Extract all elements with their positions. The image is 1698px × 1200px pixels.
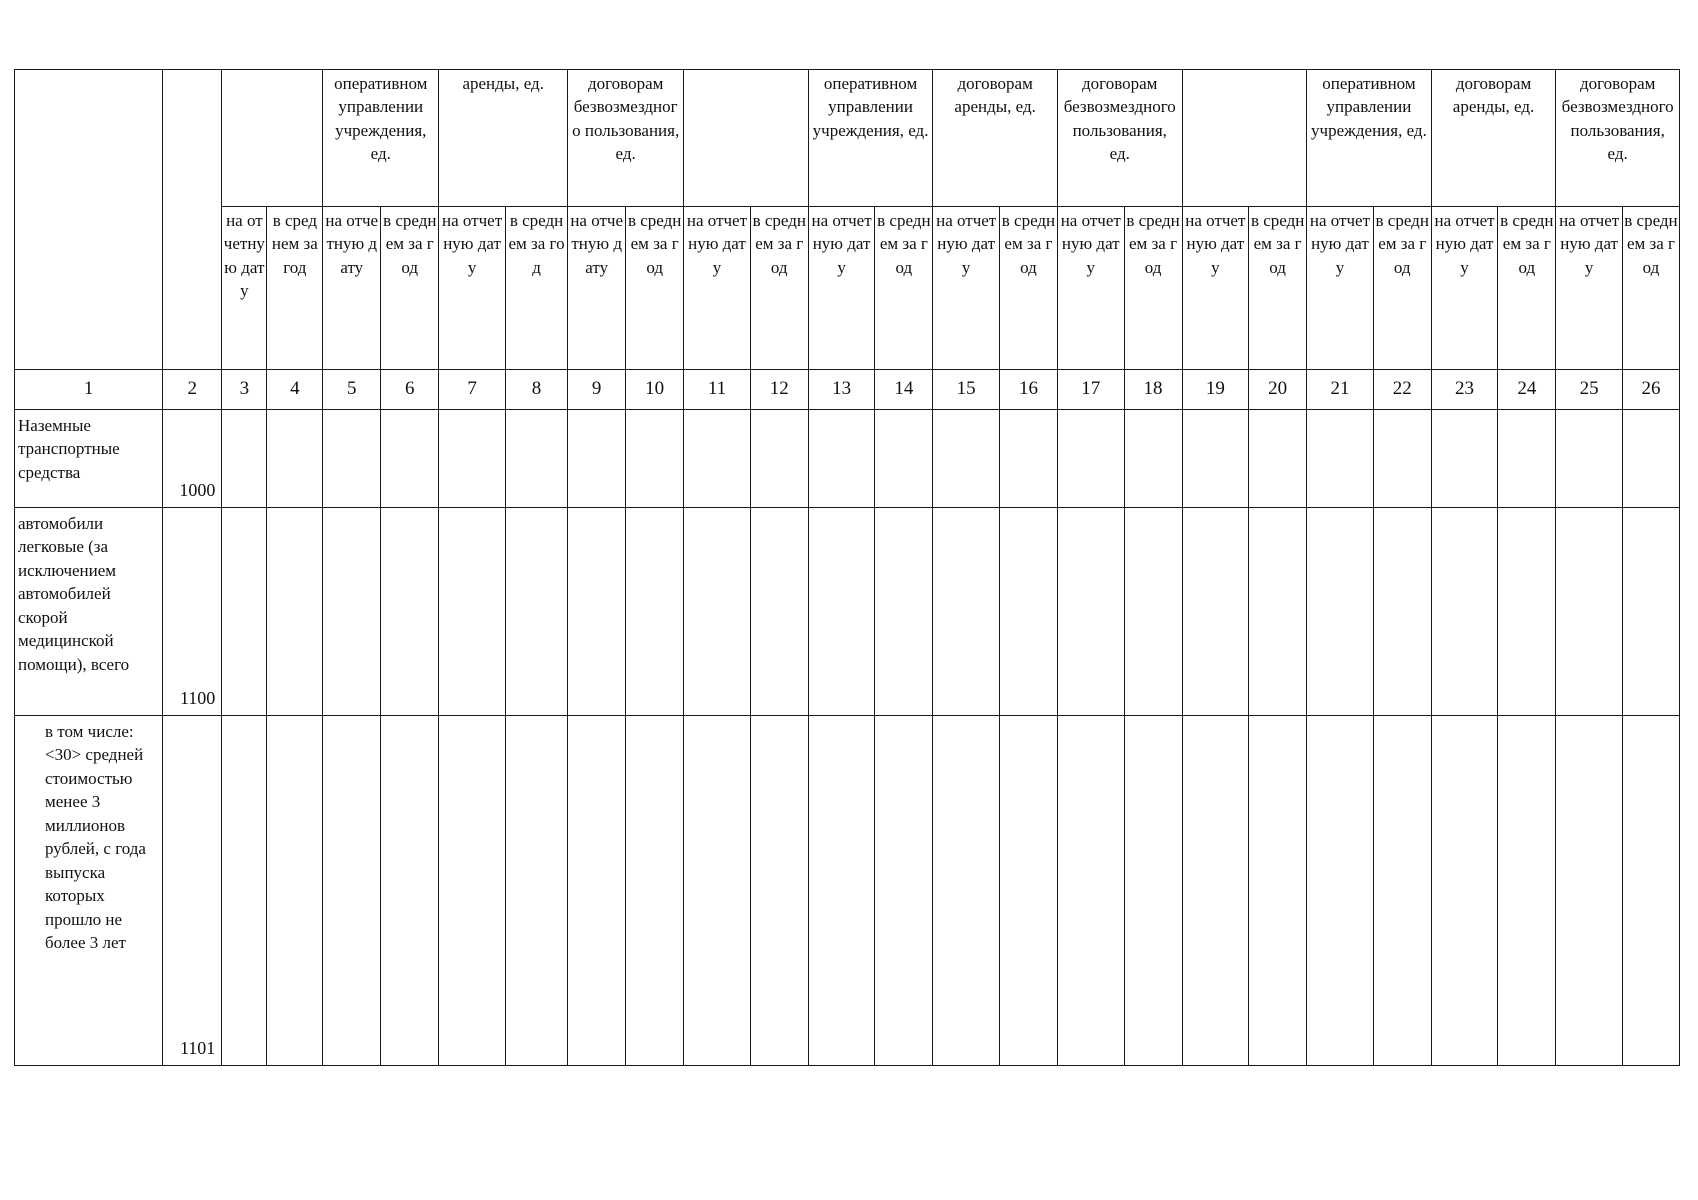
column-number: 20 [1249, 370, 1307, 410]
data-cell[interactable] [1431, 508, 1498, 716]
subheader-avg-year: в среднем за год [381, 207, 439, 370]
data-cell[interactable] [222, 716, 267, 1066]
data-cell[interactable] [684, 716, 751, 1066]
group-header: договорам безвозмездного пользования, ед. [1057, 70, 1182, 207]
group-header: аренды, ед. [439, 70, 568, 207]
subheader-avg-year: в среднем за год [999, 207, 1057, 370]
data-cell[interactable] [808, 508, 875, 716]
table-row [15, 410, 1680, 508]
column-number: 3 [222, 370, 267, 410]
group-header: оперативном управлении учреждения, ед. [808, 70, 933, 207]
subheader-avg-year: в среднем за год [505, 207, 567, 370]
data-cell[interactable] [323, 410, 381, 508]
data-cell[interactable] [568, 716, 626, 1066]
data-cell[interactable] [1498, 508, 1556, 716]
column-number: 9 [568, 370, 626, 410]
row-code: 1000 [163, 410, 222, 508]
column-number: 19 [1182, 370, 1249, 410]
header-blank-cell [684, 70, 809, 207]
column-number: 15 [933, 370, 1000, 410]
data-cell[interactable] [1431, 410, 1498, 508]
column-number: 18 [1124, 370, 1182, 410]
column-number: 6 [381, 370, 439, 410]
row-label: Наземные транспортные средства [15, 410, 163, 508]
subheader-on-date: на отчетную дату [1556, 207, 1623, 370]
data-cell[interactable] [750, 508, 808, 716]
subheader-on-date: на отчетную дату [439, 207, 506, 370]
data-cell[interactable] [439, 716, 506, 1066]
column-number: 10 [626, 370, 684, 410]
column-number: 17 [1057, 370, 1124, 410]
column-number: 11 [684, 370, 751, 410]
data-cell[interactable] [808, 716, 875, 1066]
data-cell[interactable] [1182, 716, 1249, 1066]
data-cell[interactable] [626, 716, 684, 1066]
column-number: 14 [875, 370, 933, 410]
column-number: 4 [267, 370, 323, 410]
data-cell[interactable] [505, 410, 567, 508]
group-header: договорам безвозмездного пользования, ед. [568, 70, 684, 207]
subheader-on-date: на отчетную дату [808, 207, 875, 370]
subheader-avg-year: в среднем за год [750, 207, 808, 370]
data-cell[interactable] [999, 410, 1057, 508]
subheader-avg-year: в среднем за год [1124, 207, 1182, 370]
data-cell[interactable] [750, 410, 808, 508]
data-cell[interactable] [1373, 508, 1431, 716]
data-cell[interactable] [222, 508, 267, 716]
data-cell[interactable] [1622, 716, 1679, 1066]
data-cell[interactable] [684, 410, 751, 508]
data-cell[interactable] [875, 410, 933, 508]
row-label: автомобили легковые (за исключением автомобилей скорой медицинской помощи), всего [15, 508, 163, 716]
data-cell[interactable] [933, 716, 1000, 1066]
data-cell[interactable] [750, 716, 808, 1066]
column-number: 16 [999, 370, 1057, 410]
subheader-on-date: на отчетную дату [1307, 207, 1374, 370]
data-cell[interactable] [1373, 716, 1431, 1066]
data-cell[interactable] [1622, 410, 1679, 508]
subheader-on-date: на отчетную дату [933, 207, 1000, 370]
data-cell[interactable] [626, 410, 684, 508]
column-number: 13 [808, 370, 875, 410]
header-blank-cell [15, 70, 163, 370]
data-cell[interactable] [933, 508, 1000, 716]
data-cell[interactable] [1057, 716, 1124, 1066]
column-number: 26 [1622, 370, 1679, 410]
data-cell[interactable] [684, 508, 751, 716]
data-cell[interactable] [1556, 410, 1623, 508]
subheader-on-date: на отчетную дату [1057, 207, 1124, 370]
data-cell[interactable] [1622, 508, 1679, 716]
data-cell[interactable] [439, 508, 506, 716]
data-cell[interactable] [1556, 508, 1623, 716]
subheader-avg-year: в среднем за год [875, 207, 933, 370]
data-cell[interactable] [1307, 410, 1374, 508]
data-cell[interactable] [875, 508, 933, 716]
data-cell[interactable] [267, 716, 323, 1066]
subheader-avg-year: в среднем за год [626, 207, 684, 370]
group-header: договорам аренды, ед. [1431, 70, 1556, 207]
column-number: 12 [750, 370, 808, 410]
data-cell[interactable] [381, 410, 439, 508]
subheader-avg-year: в среднем за год [267, 207, 323, 370]
data-cell[interactable] [999, 716, 1057, 1066]
subheader-avg-year: в среднем за год [1498, 207, 1556, 370]
row-label: в том числе: <30> средней стоимостью менее 3 миллионов рублей, с года выпуска которых прошло не более 3 лет [15, 716, 163, 1066]
subheader-avg-year: в среднем за год [1249, 207, 1307, 370]
group-header: оперативном управлении учреждения, ед. [323, 70, 439, 207]
subheader-on-date: на отчетную дату [568, 207, 626, 370]
data-cell[interactable] [267, 508, 323, 716]
group-header: оперативном управлении учреждения, ед. [1307, 70, 1432, 207]
data-cell[interactable] [1373, 410, 1431, 508]
column-number: 21 [1307, 370, 1374, 410]
data-cell[interactable] [568, 508, 626, 716]
data-cell[interactable] [505, 508, 567, 716]
data-cell[interactable] [1307, 716, 1374, 1066]
data-cell[interactable] [626, 508, 684, 716]
data-cell[interactable] [505, 716, 567, 1066]
data-cell[interactable] [1182, 508, 1249, 716]
data-table [14, 69, 1680, 1066]
data-cell[interactable] [381, 716, 439, 1066]
data-cell[interactable] [1249, 716, 1307, 1066]
group-header: договорам аренды, ед. [933, 70, 1058, 207]
data-cell[interactable] [1249, 508, 1307, 716]
data-cell[interactable] [1249, 410, 1307, 508]
data-cell[interactable] [267, 410, 323, 508]
subheader-on-date: на отчетную дату [323, 207, 381, 370]
subheader-avg-year: в среднем за год [1373, 207, 1431, 370]
subheader-on-date: на отчетную дату [684, 207, 751, 370]
data-cell[interactable] [439, 410, 506, 508]
header-blank-cell [1182, 70, 1307, 207]
data-cell[interactable] [323, 508, 381, 716]
header-blank-cell [163, 70, 222, 370]
column-number: 5 [323, 370, 381, 410]
data-cell[interactable] [381, 508, 439, 716]
data-cell[interactable] [1307, 508, 1374, 716]
data-cell[interactable] [808, 410, 875, 508]
column-number: 23 [1431, 370, 1498, 410]
data-cell[interactable] [1498, 716, 1556, 1066]
data-cell[interactable] [323, 716, 381, 1066]
data-cell[interactable] [999, 508, 1057, 716]
subheader-on-date: на отчетную дату [1431, 207, 1498, 370]
column-number: 1 [15, 370, 163, 410]
data-cell[interactable] [1498, 410, 1556, 508]
row-code: 1100 [163, 508, 222, 716]
subheader-avg-year: в среднем за год [1622, 207, 1679, 370]
data-cell[interactable] [1182, 410, 1249, 508]
header-blank-cell [222, 70, 323, 207]
row-code: 1101 [163, 716, 222, 1066]
column-number: 2 [163, 370, 222, 410]
data-cell[interactable] [222, 410, 267, 508]
data-cell[interactable] [568, 410, 626, 508]
table-row [15, 508, 1680, 716]
table-row [15, 716, 1680, 1066]
data-cell[interactable] [933, 410, 1000, 508]
data-cell[interactable] [1556, 716, 1623, 1066]
data-cell[interactable] [1124, 410, 1182, 508]
column-number: 22 [1373, 370, 1431, 410]
data-cell[interactable] [1431, 716, 1498, 1066]
subheader-on-date: на отчетную дату [1182, 207, 1249, 370]
column-number: 8 [505, 370, 567, 410]
group-header: договорам безвозмездного пользования, ед. [1556, 70, 1680, 207]
data-cell[interactable] [875, 716, 933, 1066]
column-number: 25 [1556, 370, 1623, 410]
data-cell[interactable] [1124, 716, 1182, 1066]
column-number: 7 [439, 370, 506, 410]
data-cell[interactable] [1124, 508, 1182, 716]
data-cell[interactable] [1057, 410, 1124, 508]
column-number: 24 [1498, 370, 1556, 410]
subheader-on-date: на отчетную дату [222, 207, 267, 370]
data-cell[interactable] [1057, 508, 1124, 716]
